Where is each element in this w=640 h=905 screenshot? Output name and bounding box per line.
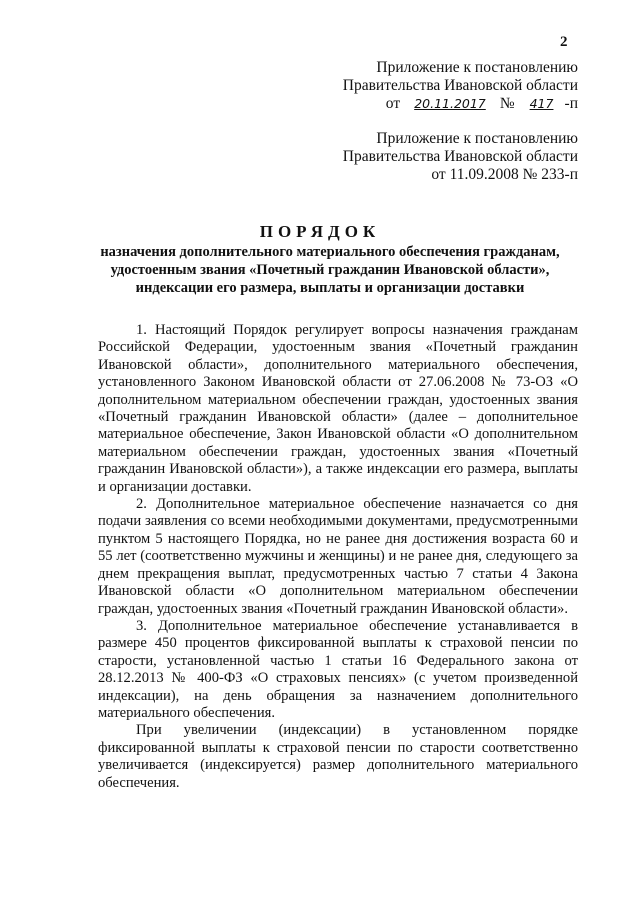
paragraph-1: 1. Настоящий Порядок регулирует вопросы назначения гражданам Российской Федерации, удостоенным звания «Почетный гражданин Ивановской области», дополнительного материального обеспечения, установленного Законом Ивановской области от 27.06.2008 № 73-ОЗ «О дополнительном материальном обеспечении граждан, удостоенных звания «Почетный гражданин Ивановской области» (далее – дополнительное материальное обеспечение, Закон Ивановской области «О дополнительном материальном обеспечении граждан, удостоенных звания «Почетный гражданин Ивановской области»), а также индексации его размера, выплаты и организации доставки. xyxy=(98,322,578,495)
appendix-current-line2: Правительства Ивановской области xyxy=(342,77,578,94)
appendix-current-line3 xyxy=(343,95,578,113)
document-subtitle: назначения дополнительного материального обеспечения гражданам, удостоенным звания «Почетный гражданин Ивановской области», индексации его размера, выплаты и организации доставки xyxy=(100,244,560,296)
appendix-current-line1: Приложение к постановлению xyxy=(376,59,578,76)
paragraph-3: 3. Дополнительное материальное обеспечение устанавливается в размере 450 процентов фиксированной выплаты к страховой пенсии по старости, установленной частью 1 статьи 16 Федерального закона от 28.12.2013 № 400-ФЗ «О страховых пенсиях» (с учетом произведенной индексации), на день обращения за назначением дополнительного материального обеспечения. xyxy=(98,617,578,721)
number-sign: № xyxy=(499,95,515,112)
number-suffix: -п xyxy=(564,95,578,112)
appendix-original-line1: Приложение к постановлению xyxy=(376,130,578,147)
from-prefix: от xyxy=(385,95,401,112)
page-number: 2 xyxy=(560,34,568,50)
appendix-original-line3: от 11.09.2008 № 233-п xyxy=(431,166,578,183)
appendix-current-block xyxy=(343,59,578,113)
handwritten-number: 417 xyxy=(529,96,554,111)
paragraph-4: При увеличении (индексации) в установленном порядке фиксированной выплаты к страховой пенсии по старости соответственно увеличивается (индексируется) размер дополнительного материального обеспечения. xyxy=(98,722,578,791)
document-body xyxy=(98,322,578,792)
paragraph-2: 2. Дополнительное материальное обеспечение назначается со дня подачи заявления со всеми необходимыми документами, предусмотренными пунктом 5 настоящего Порядка, но не ранее дня достижения возраста 60 и 55 лет (соответственно мужчины и женщины) и не ранее дня, следующего за днем прекращения выплат, предусмотренных частью 7 статьи 4 Закона Ивановской области «О дополнительном материальном обеспечении граждан, удостоенных звания «Почетный гражданин Ивановской области». xyxy=(98,496,578,617)
handwritten-date: 20.11.2017 xyxy=(414,96,486,111)
document-title: ПОРЯДОК xyxy=(259,222,381,241)
appendix-original-block xyxy=(343,130,578,184)
appendix-original-line2: Правительства Ивановской области xyxy=(342,148,578,165)
